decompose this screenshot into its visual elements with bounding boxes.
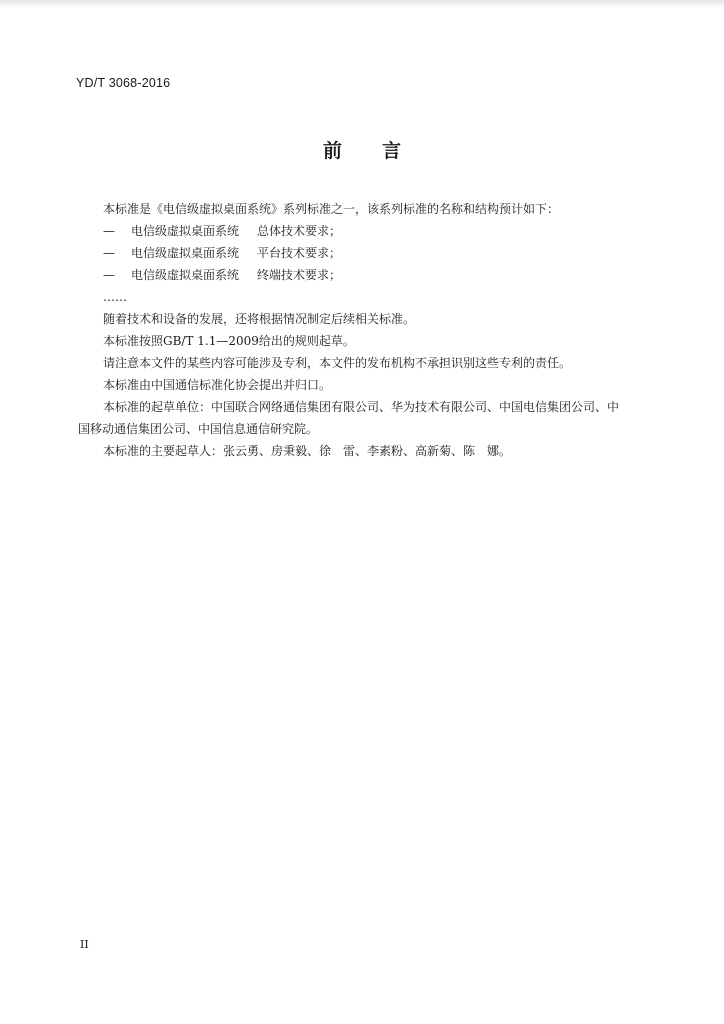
series-dash: — (103, 224, 115, 238)
series-item (78, 220, 658, 242)
series-item (78, 242, 658, 264)
page-title (0, 136, 724, 163)
title-char-1: 前 (322, 140, 342, 162)
series-part: 平台技术要求； (257, 246, 342, 260)
series-name: 电信级虚拟桌面系统 (131, 246, 240, 260)
ellipsis: …… (103, 290, 127, 304)
series-name: 电信级虚拟桌面系统 (131, 224, 240, 238)
title-char-2: 言 (382, 140, 402, 162)
foreword-body (78, 198, 658, 462)
series-name: 电信级虚拟桌面系统 (131, 268, 240, 282)
paragraph: 本标准按照GB/T 1.1—2009给出的规则起草。 (103, 334, 355, 348)
series-item (78, 264, 658, 286)
intro-paragraph: 本标准是《电信级虚拟桌面系统》系列标准之一，该系列标准的名称和结构预计如下： (103, 202, 560, 216)
series-part: 终端技术要求； (257, 268, 342, 282)
drafting-units-line-2: 国移动通信集团公司、中国信息通信研究院。 (78, 422, 319, 436)
standard-number: YD/T 3068-2016 (76, 76, 171, 90)
paragraph: 随着技术和设备的发展，还将根据情况制定后续相关标准。 (103, 312, 416, 326)
drafters-paragraph: 本标准的主要起草人：张云勇、房秉毅、徐 雷、李素粉、高新菊、陈 娜。 (103, 444, 512, 458)
paragraph: 请注意本文件的某些内容可能涉及专利，本文件的发布机构不承担识别这些专利的责任。 (103, 356, 572, 370)
drafting-units-line-1: 本标准的起草单位：中国联合网络通信集团有限公司、华为技术有限公司、中国电信集团公司、中 (103, 400, 620, 414)
paragraph: 本标准由中国通信标准化协会提出并归口。 (103, 378, 332, 392)
scan-edge (0, 0, 724, 8)
series-part: 总体技术要求； (257, 224, 342, 238)
series-dash: — (103, 268, 115, 282)
series-dash: — (103, 246, 115, 260)
page-number: II (80, 938, 89, 951)
